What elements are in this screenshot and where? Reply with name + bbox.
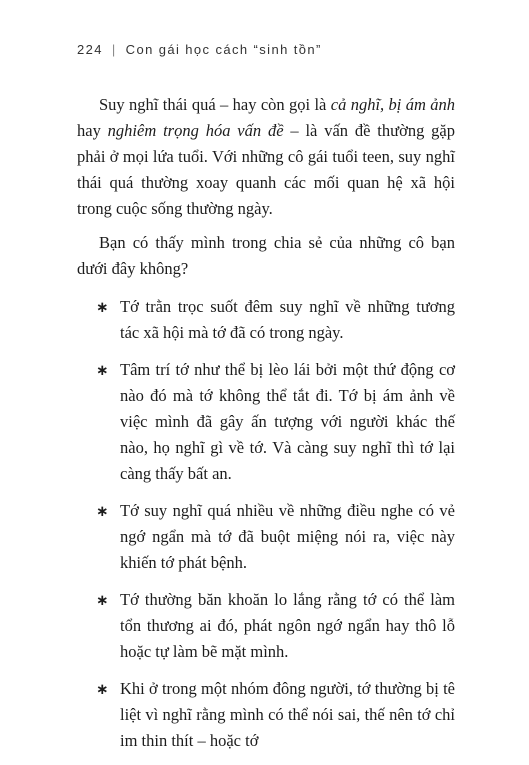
list-item — [77, 498, 455, 576]
text-run: Bạn có thấy mình trong chia sẻ của những cô bạn dưới đây không? — [77, 233, 455, 278]
list-item — [77, 676, 455, 754]
italic-phrase: nghiêm trọng hóa vấn đề — [107, 121, 284, 140]
paragraphs — [77, 92, 455, 282]
running-header — [77, 42, 322, 57]
list-item-text: Tâm trí tớ như thể bị lèo lái bởi một thứ động cơ nào đó mà tớ không thể tắt đi. Tớ bị ám ảnh về việc mình đã gây ấn tượng với người khác thế nào, họ nghĩ gì về tớ. Và càng suy nghĩ thì tớ lại càng thấy bất an. — [120, 360, 455, 483]
header-separator: | — [111, 42, 117, 57]
bullet-list — [77, 294, 455, 754]
list-item-text: Tớ trằn trọc suốt đêm suy nghĩ về những tương tác xã hội mà tớ đã có trong ngày. — [120, 297, 455, 342]
asterisk-bullet-icon: ∗ — [96, 361, 109, 379]
asterisk-bullet-icon: ∗ — [96, 591, 109, 609]
book-title: Con gái học cách “sinh tồn” — [125, 42, 322, 57]
page-number: 224 — [77, 42, 103, 57]
list-item-text: Khi ở trong một nhóm đông người, tớ thường bị tê liệt vì nghĩ rằng mình có thể nói sai, thế nên tớ chỉ im thin thít – hoặc tớ — [120, 679, 455, 750]
italic-phrase: cả nghĩ, bị ám ảnh — [330, 95, 455, 114]
list-item-text: Tớ thường băn khoăn lo lắng rằng tớ có thể làm tổn thương ai đó, phát ngôn ngớ ngẩn hay thô lỗ hoặc tự làm bẽ mặt mình. — [120, 590, 455, 661]
asterisk-bullet-icon: ∗ — [96, 502, 109, 520]
paragraph — [77, 230, 455, 282]
list-item — [77, 294, 455, 346]
text-run: hay — [77, 121, 108, 140]
list-item — [77, 357, 455, 487]
asterisk-bullet-icon: ∗ — [96, 680, 109, 698]
page-body — [77, 92, 455, 765]
paragraph — [77, 92, 455, 222]
list-item-text: Tớ suy nghĩ quá nhiều về những điều nghe có vẻ ngớ ngẩn mà tớ đã buột miệng nói ra, việc này khiến tớ phát bệnh. — [120, 501, 455, 572]
text-run: – là vấn đề thường gặp phải ở mọi lứa tuổi. Với những cô gái tuổi teen, suy nghĩ thái quá thường xoay quanh các mối quan hệ xã hội trong cuộc sống thường ngày. — [77, 121, 455, 218]
text-run: Suy nghĩ thái quá – hay còn gọi là — [99, 95, 331, 114]
asterisk-bullet-icon: ∗ — [96, 298, 109, 316]
list-item — [77, 587, 455, 665]
